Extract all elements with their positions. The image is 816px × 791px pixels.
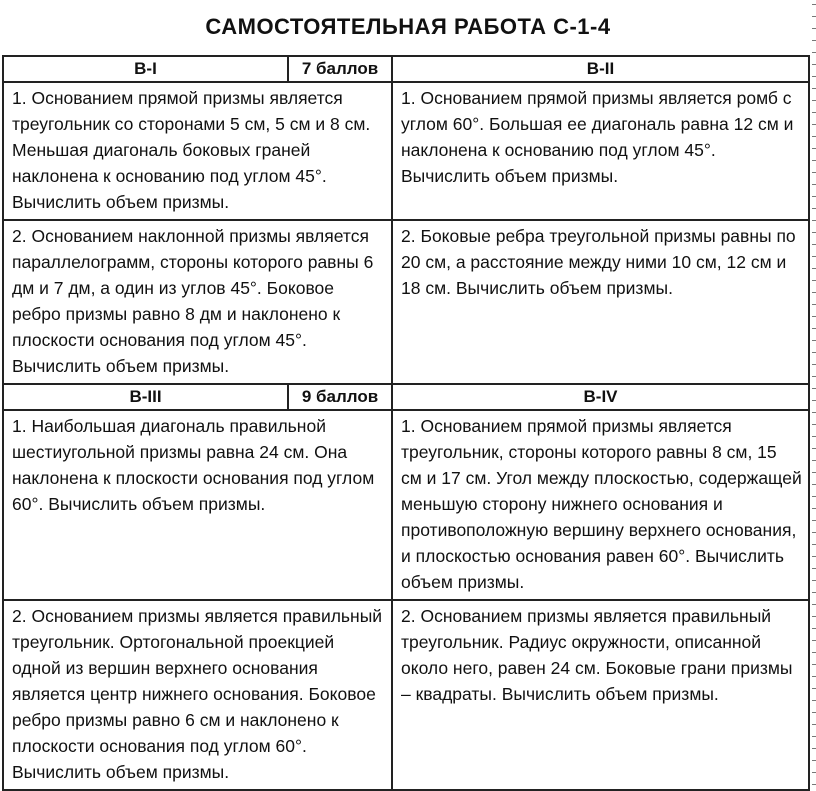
margin-tick	[812, 316, 816, 317]
task-row	[3, 220, 809, 384]
task-cell: 2. Боковые ребра треугольной призмы равны по 20 см, а расстояние между ними 10 см, 12 см и 18 см. Вычислить объем призмы.	[392, 220, 809, 384]
margin-tick	[812, 664, 816, 665]
margin-tick	[812, 100, 816, 101]
margin-tick	[812, 4, 816, 5]
margin-tick	[812, 544, 816, 545]
task-row	[3, 410, 809, 600]
margin-tick	[812, 304, 816, 305]
right-edge-ruler	[810, 0, 816, 787]
margin-tick	[812, 472, 816, 473]
margin-tick	[812, 40, 816, 41]
margin-tick	[812, 352, 816, 353]
margin-tick	[812, 292, 816, 293]
task-row	[3, 82, 809, 220]
margin-tick	[812, 112, 816, 113]
task-row	[3, 600, 809, 790]
margin-tick	[812, 640, 816, 641]
assignment-table	[2, 55, 810, 791]
margin-tick	[812, 652, 816, 653]
margin-tick	[812, 496, 816, 497]
margin-tick	[812, 532, 816, 533]
margin-tick	[812, 556, 816, 557]
margin-tick	[812, 208, 816, 209]
margin-tick	[812, 712, 816, 713]
margin-tick	[812, 148, 816, 149]
margin-tick	[812, 592, 816, 593]
task-cell: 1. Основанием прямой призмы является треугольник со сторонами 5 см, 5 см и 8 см. Меньшая диагональ боковых граней наклонена к основанию под углом 45°. Вычислить объем призмы.	[3, 82, 392, 220]
margin-tick	[812, 376, 816, 377]
margin-tick	[812, 28, 816, 29]
margin-tick	[812, 784, 816, 785]
margin-tick	[812, 616, 816, 617]
margin-tick	[812, 328, 816, 329]
margin-tick	[812, 760, 816, 761]
section-header-2	[3, 384, 809, 410]
margin-tick	[812, 436, 816, 437]
margin-tick	[812, 412, 816, 413]
section-header-1	[3, 56, 809, 82]
margin-tick	[812, 628, 816, 629]
margin-tick	[812, 244, 816, 245]
margin-tick	[812, 736, 816, 737]
margin-tick	[812, 232, 816, 233]
margin-tick	[812, 52, 816, 53]
margin-tick	[812, 676, 816, 677]
margin-tick	[812, 268, 816, 269]
task-cell: 1. Основанием прямой призмы является ромб с углом 60°. Большая ее диагональ равна 12 см и наклонена к основанию под углом 45°. Вычислить объем призмы.	[392, 82, 809, 220]
margin-tick	[812, 184, 816, 185]
margin-tick	[812, 76, 816, 77]
margin-tick	[812, 196, 816, 197]
margin-tick	[812, 724, 816, 725]
task-cell: 1. Основанием прямой призмы является треугольник, стороны которого равны 8 см, 15 см и 17 см. Угол между плоскостью, содержащей меньшую сторону нижнего основания и противоположную вершину верхнего основания, и плоскостью основания равен 60°. Вычислить объем призмы.	[392, 410, 809, 600]
margin-tick	[812, 460, 816, 461]
margin-tick	[812, 448, 816, 449]
task-cell: 2. Основанием наклонной призмы является параллелограмм, стороны которого равны 6 дм и 7 дм, а один из углов 45°. Боковое ребро призмы равно 8 дм и наклонено к плоскости основания под углом 45°. Вычислить объем призмы.	[3, 220, 392, 384]
points-label-2: 9 баллов	[288, 384, 392, 410]
margin-tick	[812, 604, 816, 605]
margin-tick	[812, 220, 816, 221]
margin-tick	[812, 16, 816, 17]
margin-tick	[812, 508, 816, 509]
points-label-1: 7 баллов	[288, 56, 392, 82]
margin-tick	[812, 256, 816, 257]
margin-tick	[812, 688, 816, 689]
margin-tick	[812, 772, 816, 773]
margin-tick	[812, 136, 816, 137]
variant-label-2: В-II	[392, 56, 809, 82]
margin-tick	[812, 400, 816, 401]
task-cell: 1. Наибольшая диагональ правильной шестиугольной призмы равна 24 см. Она наклонена к плоскости основания под углом 60°. Вычислить объем призмы.	[3, 410, 392, 600]
variant-label-1: В-I	[3, 56, 288, 82]
margin-tick	[812, 340, 816, 341]
page-title: САМОСТОЯТЕЛЬНАЯ РАБОТА С-1-4	[205, 14, 611, 39]
margin-tick	[812, 364, 816, 365]
margin-tick	[812, 160, 816, 161]
margin-tick	[812, 568, 816, 569]
margin-tick	[812, 520, 816, 521]
margin-tick	[812, 124, 816, 125]
margin-tick	[812, 64, 816, 65]
variant-label-4: В-IV	[392, 384, 809, 410]
margin-tick	[812, 424, 816, 425]
margin-tick	[812, 580, 816, 581]
margin-tick	[812, 280, 816, 281]
variant-label-3: В-III	[3, 384, 288, 410]
margin-tick	[812, 88, 816, 89]
margin-tick	[812, 388, 816, 389]
margin-tick	[812, 748, 816, 749]
task-cell: 2. Основанием призмы является правильный треугольник. Радиус окружности, описанной около него, равен 24 см. Боковые грани призмы – квадраты. Вычислить объем призмы.	[392, 600, 809, 790]
margin-tick	[812, 484, 816, 485]
task-cell: 2. Основанием призмы является правильный треугольник. Ортогональной проекцией одной из вершин верхнего основания является центр нижнего основания. Боковое ребро призмы равно 6 см и наклонено к плоскости основания под углом 60°. Вычислить объем призмы.	[3, 600, 392, 790]
margin-tick	[812, 700, 816, 701]
margin-tick	[812, 172, 816, 173]
